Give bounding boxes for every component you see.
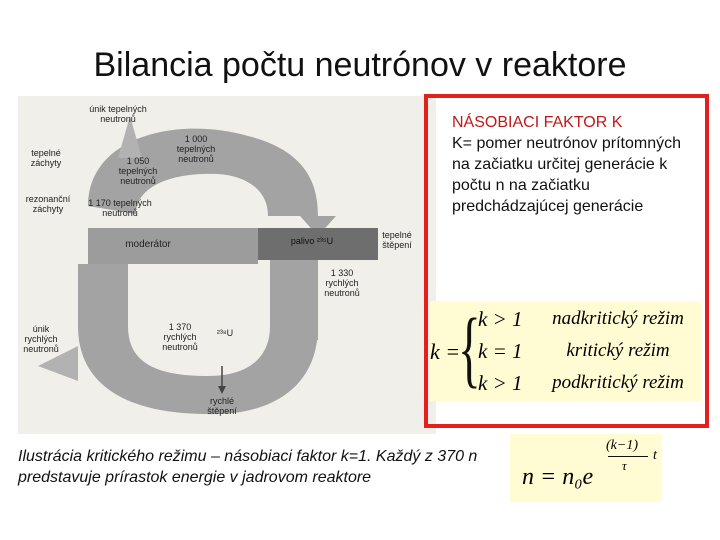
formula-exp-t: t bbox=[653, 448, 657, 463]
label-u238: ²³⁸U bbox=[216, 328, 234, 338]
cycle-graphic bbox=[18, 96, 436, 434]
left-segment bbox=[78, 264, 128, 328]
condition-row-3: k > 1 bbox=[478, 371, 523, 395]
regime-formula bbox=[430, 301, 701, 401]
brace-symbol: { bbox=[458, 300, 481, 396]
formula-exp-numerator: (k−1) bbox=[606, 438, 638, 453]
label-n1370: 1 370 rychlých neutronů bbox=[162, 322, 198, 352]
definition-body: K= pomer neutrónov prítomných na začiatku určitej generácie k počtu n na začiatku predchádzajúcej generácie bbox=[452, 135, 682, 215]
formula-main: n = n₀e bbox=[522, 464, 594, 490]
label-unik-tepelnych: únik tepelných neutronů bbox=[89, 104, 147, 124]
formula-exp-denominator: τ bbox=[622, 458, 627, 473]
label-palivo: palivo ²³⁵U bbox=[290, 236, 334, 246]
label-rychle-stepeni: rychlé štěpení bbox=[207, 396, 237, 416]
condition-row-1: k > 1 bbox=[478, 307, 523, 331]
k-lhs: k = bbox=[430, 339, 461, 364]
label-moderator: moderátor bbox=[125, 239, 171, 250]
definition-heading: NÁSOBIACI FAKTOR K bbox=[452, 114, 623, 131]
regime-row-3: podkritický režim bbox=[552, 372, 684, 393]
regime-row-1: nadkritický režim bbox=[552, 308, 684, 329]
caption: Ilustrácia kritického režimu – násobiaci faktor k=1. Každý z 370 n predstavuje prírastok energie v jadrovom reaktore bbox=[18, 448, 478, 486]
label-n1000: 1 000 tepelných neutronů bbox=[176, 134, 216, 164]
label-n1330: 1 330 rychlých neutronů bbox=[324, 268, 360, 298]
growth-formula bbox=[510, 434, 662, 502]
formula-fraction-line bbox=[608, 456, 648, 457]
regime-row-2: kritický režim bbox=[566, 340, 670, 361]
label-tepelne-zachyty: tepelné záchyty bbox=[30, 148, 62, 168]
label-n1050: 1 050 tepelných neutronů bbox=[118, 156, 158, 186]
label-unik-rychlych: únik rychlých neutronů bbox=[23, 324, 59, 354]
label-tepelne-stepeni: tepelné štěpení bbox=[382, 230, 412, 250]
condition-row-2: k = 1 bbox=[478, 339, 523, 363]
label-rezonancni-zachyty: rezonanční záchyty bbox=[25, 194, 71, 214]
label-n1170: 1 170 tepelných neutronů bbox=[88, 198, 152, 218]
slide-title: Bilancia počtu neutrónov v reaktore bbox=[93, 46, 627, 84]
definition-block bbox=[452, 112, 702, 217]
neutron-cycle-diagram bbox=[18, 96, 436, 434]
